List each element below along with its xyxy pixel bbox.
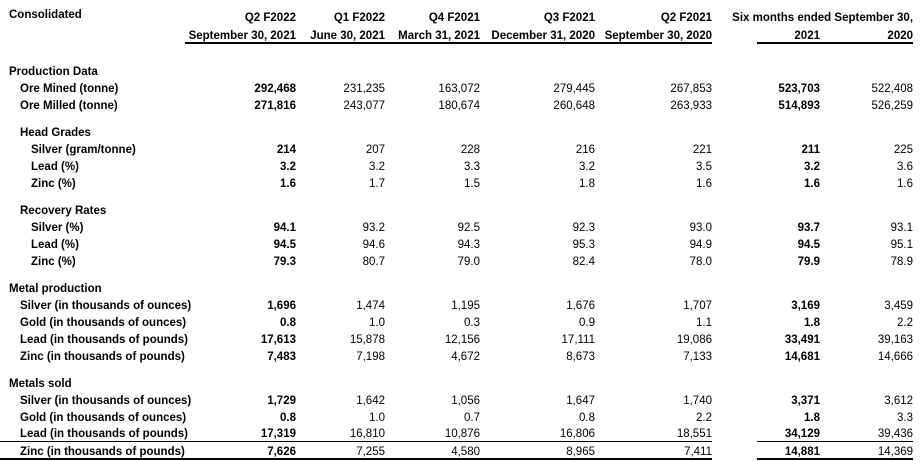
value-cell	[385, 278, 480, 295]
spacer-row	[0, 363, 913, 373]
value-cell: 1,707	[683, 299, 712, 312]
section-row	[0, 200, 913, 217]
value-cell: 3,169	[791, 299, 820, 312]
value-cell: 263,933	[670, 99, 712, 112]
value-cell: 3,612	[884, 394, 914, 407]
value-cell: 0.8	[579, 411, 595, 424]
row-label: Head Grades	[20, 126, 91, 139]
section-row	[0, 278, 913, 295]
value-cell	[820, 122, 913, 139]
value-cell	[757, 122, 820, 139]
spacer-cell	[0, 268, 913, 278]
spacer-row	[0, 190, 913, 200]
value-cell: 7,198	[356, 350, 385, 363]
header-row-quarters	[0, 0, 913, 24]
row-label: Metal production	[9, 282, 102, 295]
value-cell: 80.7	[362, 255, 385, 268]
value-cell: 14,681	[784, 350, 820, 363]
value-cell: 79.3	[273, 255, 296, 268]
value-cell: 207	[365, 143, 385, 156]
value-cell: 4,580	[385, 441, 480, 459]
column-gap	[712, 24, 757, 43]
value-cell	[185, 373, 296, 390]
row-label: Lead (in thousands of pounds)	[20, 333, 189, 346]
value-cell: 14,666	[877, 350, 914, 363]
value-cell: 17,111	[561, 333, 595, 346]
column-header-q1-f2022: Q1 F2022	[333, 11, 385, 24]
column-date-dec-31-2020: December 31, 2020	[480, 24, 595, 43]
data-row	[0, 390, 913, 407]
value-cell: 16,806	[559, 428, 595, 440]
value-cell	[757, 373, 820, 390]
data-row	[0, 295, 913, 312]
value-cell: 16,810	[349, 428, 385, 440]
row-label: Zinc (in thousands of pounds)	[20, 350, 185, 363]
value-cell: 3.3	[464, 160, 480, 173]
value-cell	[595, 61, 712, 78]
spacer-row	[0, 43, 913, 61]
value-cell: 82.4	[572, 255, 595, 268]
value-cell: 17,613	[260, 333, 296, 346]
value-cell: 92.3	[572, 221, 595, 234]
column-gap	[712, 78, 757, 95]
value-cell: 39,163	[877, 333, 914, 346]
column-date-jun-30-2021: June 30, 2021	[296, 24, 385, 43]
column-gap	[712, 346, 757, 363]
value-cell	[185, 61, 296, 78]
data-row	[0, 217, 913, 234]
value-cell: 1.7	[369, 177, 385, 190]
value-cell: 18,551	[676, 428, 712, 440]
value-cell	[820, 61, 913, 78]
value-cell	[385, 373, 480, 390]
value-cell: 94.9	[689, 238, 712, 251]
value-cell: 12,156	[444, 333, 480, 346]
row-label: Lead (%)	[31, 160, 79, 173]
value-cell	[385, 122, 480, 139]
value-cell	[185, 200, 296, 217]
column-gap	[712, 217, 757, 234]
value-cell: 7,483	[267, 350, 296, 363]
row-label: Silver (gram/tonne)	[31, 143, 136, 156]
value-cell: 225	[893, 143, 914, 156]
data-row	[0, 251, 913, 268]
value-cell: 1,696	[267, 299, 296, 312]
data-row	[0, 441, 913, 459]
value-cell: 0.8	[280, 411, 296, 424]
value-cell	[385, 200, 480, 217]
row-label: Zinc (%)	[31, 255, 76, 268]
value-cell: 79.9	[797, 255, 820, 268]
value-cell	[480, 61, 595, 78]
value-cell	[820, 200, 913, 217]
value-cell	[595, 373, 712, 390]
spacer-cell	[0, 112, 913, 122]
value-cell: 271,816	[254, 99, 296, 112]
value-cell: 15,878	[349, 333, 385, 346]
column-year-2020: 2020	[820, 24, 913, 43]
value-cell: 1,676	[566, 299, 595, 312]
column-header-six-months: Six months ended September 30,	[732, 11, 914, 24]
value-cell: 0.3	[464, 316, 480, 329]
value-cell: 14,369	[820, 441, 913, 459]
value-cell: 1.8	[579, 177, 595, 190]
row-label: Silver (in thousands of ounces)	[20, 394, 192, 407]
value-cell	[185, 122, 296, 139]
column-gap	[712, 173, 757, 190]
value-cell: 3,371	[791, 394, 820, 407]
spacer-cell	[0, 363, 913, 373]
value-cell: 228	[460, 143, 480, 156]
data-row	[0, 346, 913, 363]
value-cell: 17,319	[260, 428, 296, 440]
column-date-sep-30-2020: September 30, 2020	[595, 24, 712, 43]
value-cell: 14,881	[757, 441, 820, 459]
value-cell: 221	[692, 143, 712, 156]
data-row	[0, 234, 913, 251]
column-gap	[712, 424, 757, 441]
column-gap	[712, 61, 757, 78]
column-header-q4-f2021: Q4 F2021	[428, 11, 480, 24]
column-gap	[712, 200, 757, 217]
row-label: Production Data	[9, 65, 98, 78]
value-cell: 279,445	[553, 82, 595, 95]
value-cell: 522,408	[871, 82, 914, 95]
value-cell: 94.6	[362, 238, 385, 251]
column-date-sep-30-2021: September 30, 2021	[185, 24, 296, 43]
value-cell	[820, 278, 913, 295]
value-cell	[296, 278, 385, 295]
value-cell: 292,468	[254, 82, 296, 95]
spacer-cell	[0, 190, 913, 200]
value-cell: 1.8	[804, 316, 820, 329]
data-row	[0, 173, 913, 190]
value-cell: 214	[276, 143, 296, 156]
column-header-q2-f2021: Q2 F2021	[660, 11, 712, 24]
section-row	[0, 61, 913, 78]
value-cell: 260,648	[553, 99, 595, 112]
value-cell: 3.2	[280, 160, 296, 173]
row-label: Zinc (in thousands of pounds)	[0, 441, 185, 459]
value-cell: 8,965	[480, 441, 595, 459]
spacer-row	[0, 268, 913, 278]
value-cell: 7,133	[683, 350, 712, 363]
value-cell: 180,674	[438, 99, 480, 112]
row-label: Silver (%)	[31, 221, 84, 234]
row-label: Metals sold	[9, 377, 72, 390]
value-cell: 19,086	[676, 333, 712, 346]
value-cell: 3.2	[804, 160, 820, 173]
value-cell: 1.5	[464, 177, 480, 190]
value-cell: 1,740	[683, 394, 712, 407]
table-header	[0, 0, 913, 43]
value-cell	[480, 278, 595, 295]
row-label: Silver (in thousands of ounces)	[20, 299, 192, 312]
data-row	[0, 424, 913, 441]
value-cell: 33,491	[784, 333, 820, 346]
value-cell: 93.7	[797, 221, 820, 234]
value-cell: 93.2	[362, 221, 385, 234]
value-cell: 3.3	[897, 411, 914, 424]
row-label: Gold (in thousands of ounces)	[20, 411, 187, 424]
column-gap	[712, 278, 757, 295]
row-label: Ore Milled (tonne)	[20, 99, 118, 112]
column-gap	[712, 251, 757, 268]
value-cell: 95.3	[572, 238, 595, 251]
data-row	[0, 156, 913, 173]
column-gap	[712, 95, 757, 112]
spacer-cell	[0, 43, 913, 61]
value-cell	[296, 61, 385, 78]
value-cell: 0.7	[464, 411, 480, 424]
section-row	[0, 122, 913, 139]
value-cell	[595, 122, 712, 139]
value-cell: 1,056	[451, 394, 480, 407]
value-cell: 7,626	[185, 441, 296, 459]
data-row	[0, 312, 913, 329]
value-cell	[757, 278, 820, 295]
column-header-q3-f2021: Q3 F2021	[543, 11, 595, 24]
column-gap	[712, 156, 757, 173]
column-gap	[712, 373, 757, 390]
value-cell: 1.6	[897, 177, 914, 190]
column-gap	[712, 441, 757, 459]
value-cell: 216	[575, 143, 595, 156]
value-cell: 163,072	[438, 82, 480, 95]
data-row	[0, 407, 913, 424]
corner-label: Consolidated	[9, 9, 82, 21]
column-gap	[712, 329, 757, 346]
value-cell: 1,474	[356, 299, 385, 312]
value-cell: 231,235	[343, 82, 385, 95]
value-cell: 94.5	[797, 238, 820, 251]
value-cell: 94.3	[457, 238, 480, 251]
value-cell: 2.2	[897, 316, 914, 329]
value-cell: 94.1	[273, 221, 296, 234]
data-row	[0, 329, 913, 346]
value-cell	[820, 373, 913, 390]
value-cell: 8,673	[566, 350, 595, 363]
value-cell: 0.8	[280, 316, 296, 329]
value-cell: 1,647	[566, 394, 595, 407]
column-gap	[712, 139, 757, 156]
value-cell	[480, 373, 595, 390]
value-cell	[296, 122, 385, 139]
value-cell: 3.2	[579, 160, 595, 173]
spacer-row	[0, 112, 913, 122]
value-cell: 1.1	[696, 316, 712, 329]
header-row-dates	[0, 24, 913, 43]
value-cell	[595, 200, 712, 217]
value-cell: 78.0	[689, 255, 712, 268]
value-cell	[757, 200, 820, 217]
value-cell	[480, 200, 595, 217]
data-row	[0, 95, 913, 112]
value-cell: 1.8	[804, 411, 820, 424]
value-cell: 39,436	[877, 428, 914, 440]
section-row	[0, 373, 913, 390]
row-label: Gold (in thousands of ounces)	[20, 316, 187, 329]
column-gap	[712, 390, 757, 407]
row-label: Recovery Rates	[20, 204, 107, 217]
value-cell	[480, 122, 595, 139]
value-cell	[296, 200, 385, 217]
value-cell: 94.5	[273, 238, 296, 251]
value-cell: 1.0	[369, 411, 385, 424]
data-row	[0, 78, 913, 95]
column-header-q2-f2022: Q2 F2022	[244, 11, 296, 24]
value-cell: 1,729	[267, 394, 296, 407]
value-cell: 3.2	[369, 160, 385, 173]
row-label: Lead (%)	[31, 238, 79, 251]
column-year-2021: 2021	[757, 24, 820, 43]
value-cell: 95.1	[890, 238, 914, 251]
value-cell: 1,642	[356, 394, 385, 407]
value-cell: 92.5	[457, 221, 480, 234]
column-gap	[712, 407, 757, 424]
value-cell: 267,853	[670, 82, 712, 95]
value-cell: 10,876	[444, 428, 480, 440]
value-cell: 7,411	[595, 441, 712, 459]
column-gap	[712, 312, 757, 329]
value-cell: 93.1	[890, 221, 914, 234]
column-gap	[712, 122, 757, 139]
row-label: Lead (in thousands of pounds)	[20, 428, 189, 440]
value-cell: 3.6	[897, 160, 914, 173]
value-cell: 243,077	[343, 99, 385, 112]
value-cell	[757, 61, 820, 78]
column-date-mar-31-2021: March 31, 2021	[385, 24, 480, 43]
value-cell: 1,195	[451, 299, 480, 312]
value-cell: 514,893	[778, 99, 820, 112]
column-gap	[712, 234, 757, 251]
value-cell: 2.2	[696, 411, 712, 424]
value-cell: 7,255	[296, 441, 385, 459]
value-cell: 3.5	[696, 160, 712, 173]
value-cell: 1.6	[280, 177, 296, 190]
value-cell: 79.0	[457, 255, 480, 268]
value-cell: 4,672	[451, 350, 480, 363]
value-cell	[385, 61, 480, 78]
value-cell	[595, 278, 712, 295]
value-cell: 34,129	[784, 428, 820, 440]
data-row	[0, 139, 913, 156]
value-cell: 526,259	[871, 99, 914, 112]
row-label: Zinc (%)	[31, 177, 76, 190]
value-cell: 78.9	[890, 255, 914, 268]
value-cell: 1.6	[696, 177, 712, 190]
value-cell: 1.6	[804, 177, 820, 190]
column-gap	[712, 295, 757, 312]
value-cell: 0.9	[579, 316, 595, 329]
value-cell	[296, 373, 385, 390]
corner-empty	[0, 24, 185, 43]
value-cell: 523,703	[778, 82, 820, 95]
value-cell	[185, 278, 296, 295]
value-cell: 93.0	[689, 221, 712, 234]
value-cell: 3,459	[884, 299, 914, 312]
table-body	[0, 43, 913, 459]
row-label: Ore Mined (tonne)	[20, 82, 119, 95]
value-cell: 1.0	[369, 316, 385, 329]
value-cell: 211	[801, 143, 820, 156]
